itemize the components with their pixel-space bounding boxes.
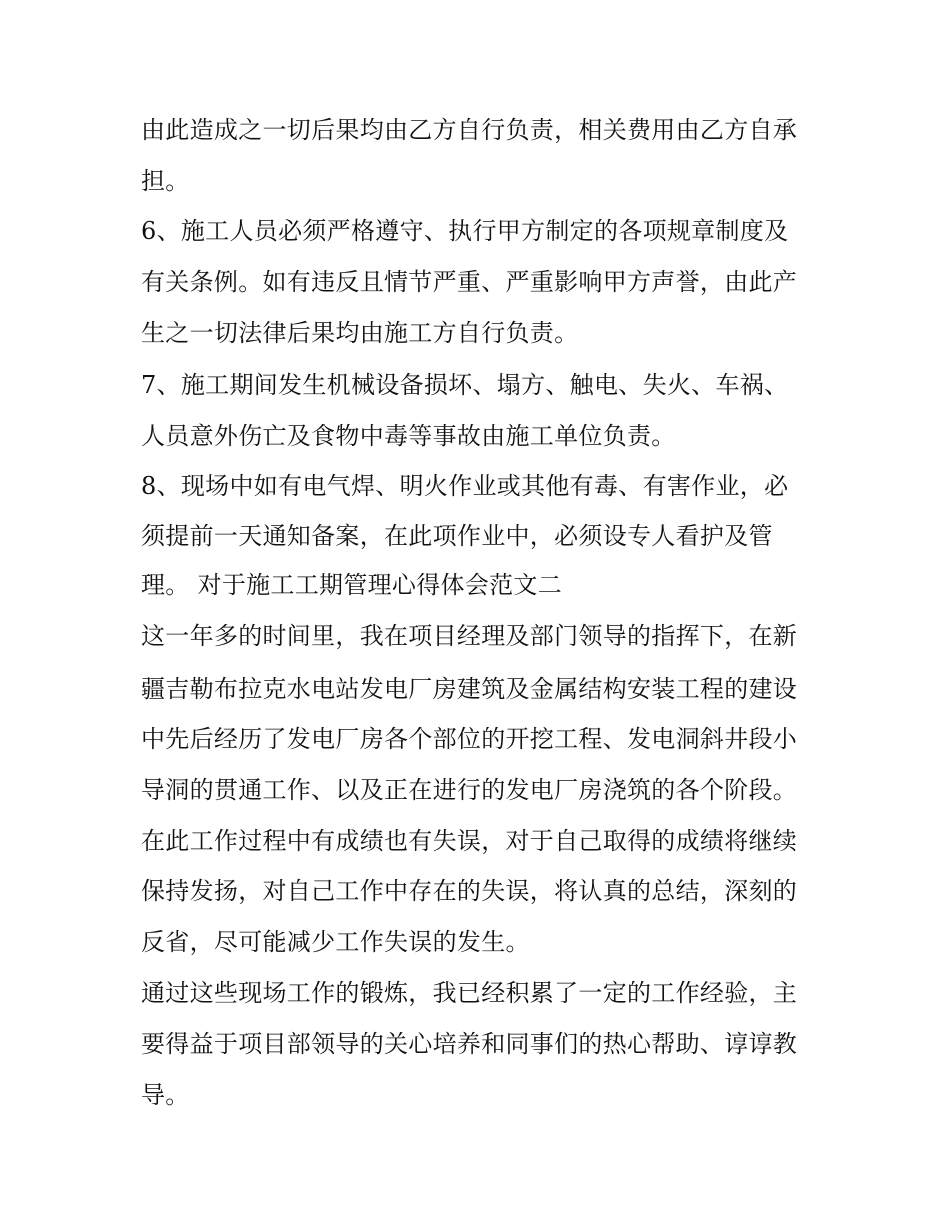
text-line-13: 中先后经历了发电厂房各个部位的开挖工程、发电洞斜井段小 [141, 725, 798, 753]
text-line-19: 要得益于项目部领导的关心培养和同事们的热心帮助、谆谆教 [141, 1030, 798, 1058]
text-line-8: 8、现场中如有电气焊、明火作业或其他有毒、有害作业，必 [141, 472, 789, 500]
text-line-14: 导洞的贯通工作、以及正在进行的发电厂房浇筑的各个阶段。 [141, 776, 798, 804]
text-line-7: 人员意外伤亡及食物中毒等事故由施工单位负责。 [141, 422, 676, 450]
text-line-2: 担。 [141, 167, 190, 195]
text-line-15: 在此工作过程中有成绩也有失误，对于自己取得的成绩将继续 [141, 827, 798, 855]
text-line-11: 这一年多的时间里，我在项目经理及部门领导的指挥下，在新 [141, 622, 798, 650]
text-line-6: 7、施工期间发生机械设备损坏、塌方、触电、失火、车祸、 [141, 371, 789, 399]
text-line-5: 生之一切法律后果均由施工方自行负责。 [141, 319, 579, 347]
text-line-17: 反省，尽可能减少工作失误的发生。 [141, 928, 530, 956]
text-line-10: 理。 对于施工工期管理心得体会范文二 [141, 571, 563, 599]
text-line-12: 疆吉勒布拉克水电站发电厂房建筑及金属结构安装工程的建设 [141, 675, 798, 703]
text-line-18: 通过这些现场工作的锻炼，我已经积累了一定的工作经验，主 [141, 979, 798, 1007]
text-line-9: 须提前一天通知备案，在此项作业中，必须设专人看护及管 [141, 522, 773, 550]
text-line-16: 保持发扬，对自己工作中存在的失误，将认真的总结，深刻的 [141, 877, 798, 905]
text-line-20: 导。 [141, 1081, 190, 1109]
text-line-1: 由此造成之一切后果均由乙方自行负责，相关费用由乙方自承 [141, 116, 798, 144]
text-line-4: 有关条例。如有违反且情节严重、严重影响甲方声誉，由此产 [141, 268, 798, 296]
text-line-3: 6、施工人员必须严格遵守、执行甲方制定的各项规章制度及 [141, 217, 789, 245]
